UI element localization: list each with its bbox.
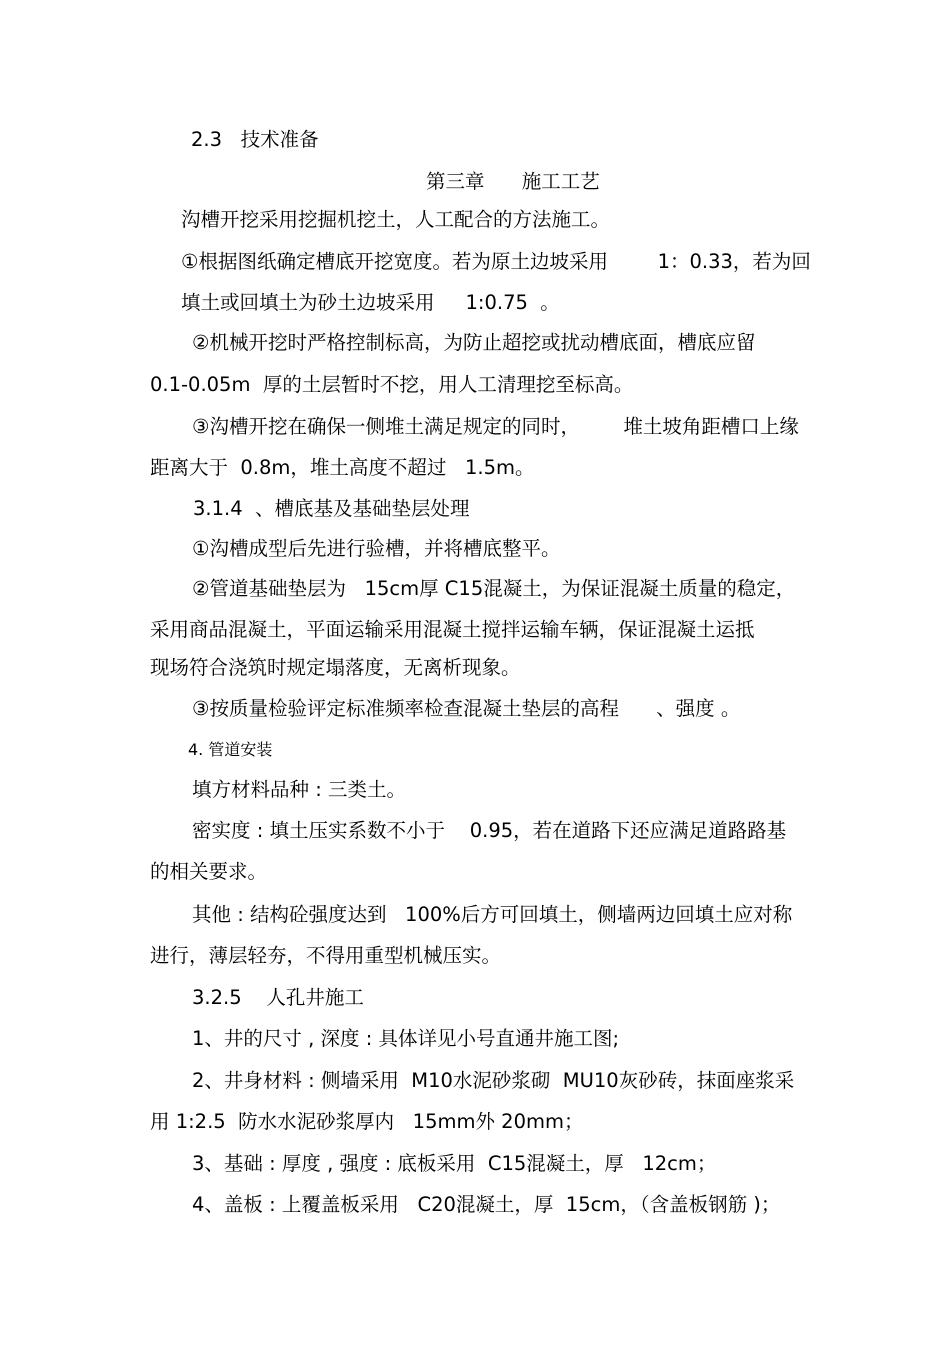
paragraph-line: 0.1-0.05m 厚的土层暂时不挖，用人工清理挖至标高。	[150, 373, 634, 396]
paragraph-line: ①沟槽成型后先进行验槽，并将槽底整平。	[192, 537, 561, 560]
paragraph-line: ①根据图纸确定槽底开挖宽度。若为原土边坡采用 1：0.33，若为回	[181, 250, 811, 273]
paragraph-line: 进行，薄层轻夯，不得用重型机械压实。	[150, 944, 502, 967]
paragraph-line: 现场符合浇筑时规定塌落度，无离析现象。	[150, 656, 521, 679]
paragraph-line: ③按质量检验评定标准频率检查混凝土垫层的高程 、强度 。	[192, 697, 741, 720]
paragraph-line: 填方材料品种 : 三类土。	[192, 778, 406, 801]
paragraph-line: ③沟槽开挖在确保一侧堆土满足规定的同时， 堆土坡角距槽口上缘	[192, 415, 799, 438]
paragraph-line: 采用商品混凝土，平面运输采用混凝土搅拌运输车辆，保证混凝土运抵	[150, 618, 755, 641]
paragraph-line: 2、井身材料 : 侧墙采用 M10水泥砂浆砌 MU10灰砂砖，抹面座浆采	[192, 1069, 795, 1092]
section-heading-4: 4. 管道安装	[188, 740, 273, 759]
section-heading-3-1-4: 3.1.4 、槽底基及基础垫层处理	[193, 497, 470, 520]
paragraph-line: ②管道基础垫层为 15cm厚 C15混凝土，为保证混凝土质量的稳定，	[192, 577, 796, 600]
paragraph-line: 用 1:2.5 防水水泥砂浆厚内 15mm外 20mm；	[150, 1110, 584, 1133]
paragraph-line: ②机械开挖时严格控制标高，为防止超挖或扰动槽底面，槽底应留	[192, 331, 756, 354]
section-heading-3-2-5: 3.2.5 人孔井施工	[192, 986, 364, 1009]
paragraph-line: 沟槽开挖采用挖掘机挖土，人工配合的方法施工。	[181, 208, 611, 231]
paragraph-line: 密实度 : 填土压实系数不小于 0.95，若在道路下还应满足道路路基	[192, 819, 787, 842]
paragraph-line: 其他 : 结构砼强度达到 100%后方可回填土，侧墙两边回填土应对称	[192, 903, 793, 926]
paragraph-line: 的相关要求。	[150, 860, 268, 883]
paragraph-line: 距离大于 0.8m，堆土高度不超过 1.5m。	[150, 456, 535, 479]
section-heading-2-3: 2.3 技术准备	[191, 128, 319, 151]
chapter-title: 第三章 施工工艺	[426, 170, 600, 193]
paragraph-line: 4、盖板 : 上覆盖板采用 C20混凝土，厚 15cm，（含盖板钢筋 )；	[192, 1193, 781, 1216]
paragraph-line: 3、基础 : 厚度 , 强度 : 底板采用 C15混凝土，厚 12cm；	[192, 1152, 717, 1175]
paragraph-line: 1、井的尺寸 , 深度 : 具体详见小号直通井施工图;	[192, 1027, 620, 1050]
paragraph-line: 填土或回填土为砂土边坡采用 1:0.75 。	[181, 291, 560, 314]
